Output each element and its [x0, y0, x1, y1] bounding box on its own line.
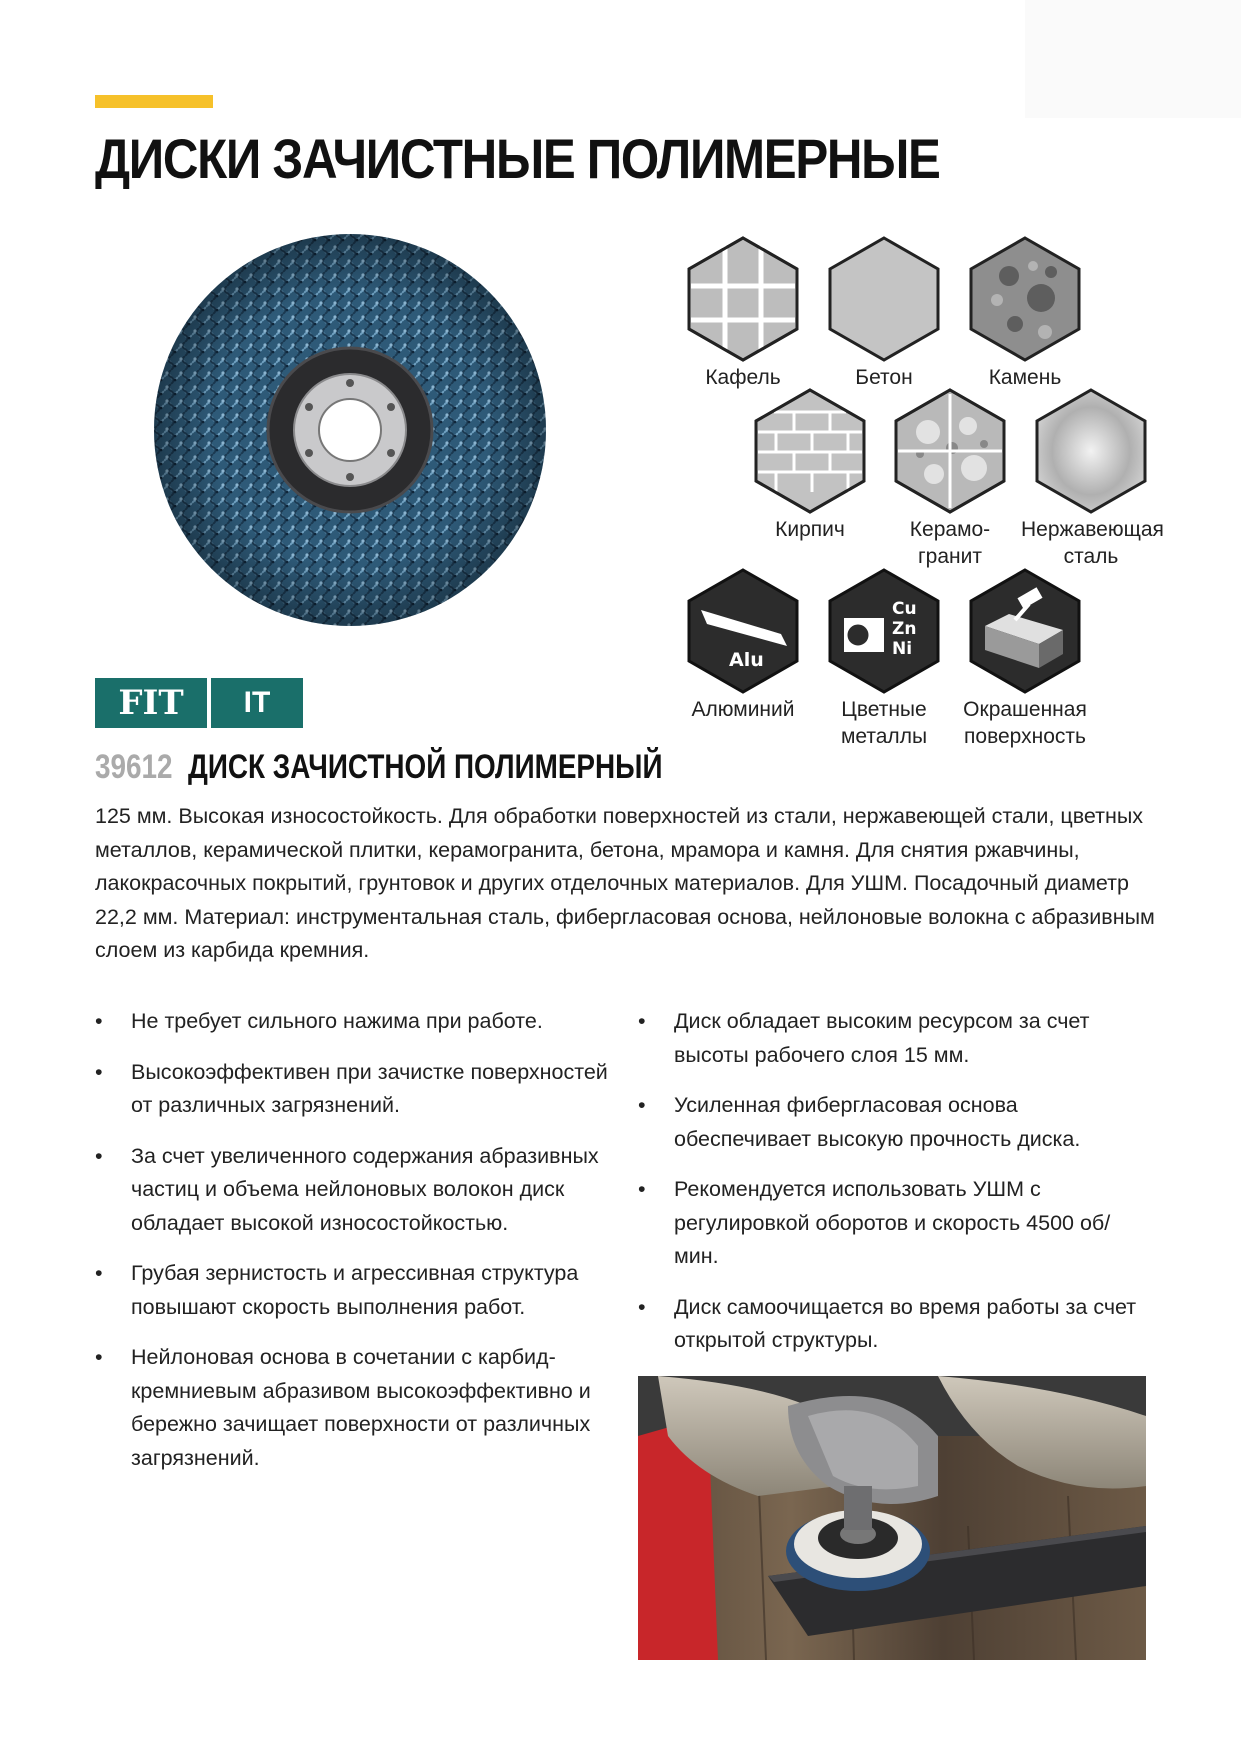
- material-stainless-steel: [1021, 388, 1164, 570]
- list-item: [638, 1291, 1148, 1358]
- aluminium-icon: [687, 568, 799, 694]
- accent-bar: [95, 95, 213, 108]
- it-logo-mark: IT: [211, 678, 303, 728]
- list-item: [95, 1257, 615, 1324]
- bullet-icon: •: [638, 1009, 646, 1033]
- features-list-right: [638, 1005, 1148, 1375]
- material-concrete: [814, 236, 954, 391]
- feature-text: Не требует сильного нажима при работе.: [131, 1009, 543, 1033]
- material-label: Кирпич: [775, 518, 845, 541]
- material-porcelain: [880, 388, 1020, 570]
- material-nonferrous: [814, 568, 954, 750]
- feature-text: Рекомендуется использовать УШМ с регулировкой оборотов и скорость 4500 об/мин.: [674, 1177, 1111, 1268]
- feature-text: Диск обладает высоким ресурсом за счет высоты рабочего слоя 15 мм.: [674, 1009, 1090, 1067]
- material-brick: [740, 388, 880, 543]
- material-label: Алюминий: [691, 698, 795, 721]
- svg-text:Alu: Alu: [729, 649, 764, 671]
- concrete-icon: [828, 236, 940, 362]
- stainless-steel-icon: [1035, 388, 1147, 514]
- painted-surface-icon: [969, 568, 1081, 694]
- list-item: [638, 1005, 1148, 1072]
- svg-text:Ni: Ni: [892, 639, 913, 659]
- list-item: [95, 1341, 615, 1475]
- product-name: ДИСК ЗАЧИСТНОЙ ПОЛИМЕРНЫЙ: [188, 748, 663, 786]
- feature-text: За счет увеличенного содержания абразивных частиц и объема нейлоновых волокон диск обладает высокой износостойкостью.: [131, 1143, 599, 1235]
- bullet-icon: •: [638, 1177, 646, 1201]
- material-label: Камень: [988, 366, 1062, 389]
- grinder-usage-photo: [638, 1376, 1146, 1660]
- feature-text: Нейлоновая основа в сочетании с карбид-кремниевым абразивом высокоэффективно и бережно зачищает поверхности от различных загрязнений.: [131, 1345, 591, 1470]
- bullet-icon: •: [95, 1059, 103, 1084]
- bullet-icon: •: [95, 1143, 103, 1168]
- list-item: [95, 1056, 615, 1123]
- list-item: [638, 1173, 1148, 1274]
- list-item: [95, 1140, 615, 1241]
- stone-icon: [969, 236, 1081, 362]
- brick-icon: [754, 388, 866, 514]
- material-tile: [673, 236, 813, 391]
- product-description: 125 мм. Высокая износостойкость. Для обработки поверхностей из стали, нержавеющей стали, цветных металлов, керамической плитки, керамогранита, бетона, мрамора и камня. Для снятия ржавчины, лакокрасочных покрытий, грунтовок и других отделочных материалов. Для УШМ. Посадочный диаметр 22,2 мм. Материал: инструментальная сталь, фибергласовая основа, нейлоновые волокна с абразивным слоем из карбида кремния.: [95, 804, 1155, 962]
- disc-product-photo: [150, 230, 550, 630]
- material-stone: [955, 236, 1095, 391]
- nonferrous-icon: [828, 568, 940, 694]
- material-aluminium: [673, 568, 813, 723]
- feature-text: Диск самоочищается во время работы за счет открытой структуры.: [674, 1294, 1137, 1352]
- bullet-icon: •: [95, 1009, 103, 1033]
- page-corner: [1025, 0, 1241, 118]
- material-label: Цветные металлы: [840, 698, 928, 748]
- list-item: [638, 1089, 1148, 1156]
- product-code: 39612: [95, 748, 173, 786]
- feature-text: Высокоэффективен при зачистке поверхностей от различных загрязнений.: [131, 1059, 608, 1117]
- material-label: Бетон: [855, 366, 913, 389]
- bullet-icon: •: [95, 1261, 103, 1285]
- feature-text: Усиленная фибергласовая основа обеспечивает высокую прочность диска.: [674, 1093, 1081, 1151]
- material-label: Керамо- гранит: [909, 518, 991, 568]
- svg-text:Zn: Zn: [892, 619, 917, 639]
- feature-text: Грубая зернистость и агрессивная структура повышают скорость выполнения работ.: [131, 1261, 579, 1319]
- tile-icon: [687, 236, 799, 362]
- porcelain-icon: [894, 388, 1006, 514]
- material-label: Кафель: [705, 366, 781, 389]
- material-label: Окрашенная поверхность: [963, 698, 1087, 748]
- features-list-left: [95, 1005, 615, 1492]
- material-painted-surface: [955, 568, 1095, 750]
- bullet-icon: •: [638, 1294, 646, 1319]
- svg-text:Cu: Cu: [892, 599, 917, 619]
- fit-logo-mark: FIT: [95, 678, 207, 728]
- fit-brand-logo: [95, 678, 303, 728]
- list-item: [95, 1005, 615, 1039]
- bullet-icon: •: [638, 1093, 646, 1117]
- bullet-icon: •: [95, 1345, 103, 1369]
- material-label: Нержавеющая сталь: [1021, 518, 1164, 568]
- page-title: ДИСКИ ЗАЧИСТНЫЕ ПОЛИМЕРНЫЕ: [95, 127, 940, 190]
